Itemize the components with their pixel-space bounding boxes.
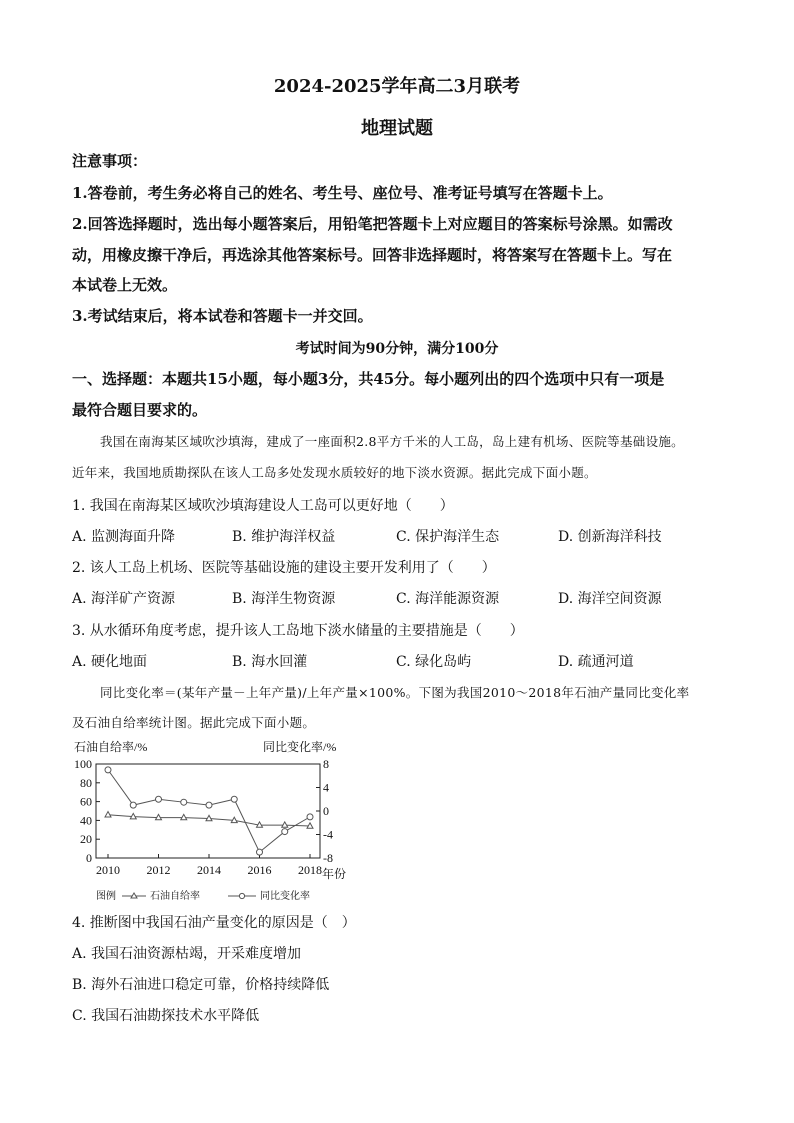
x-tick-label: 2018 bbox=[298, 863, 322, 877]
oil-production-chart bbox=[66, 736, 366, 906]
right-tick-label: 4 bbox=[323, 780, 329, 795]
exam-title: 2024-2025学年高二3月联考 bbox=[273, 76, 521, 97]
material-1-line2: 近年来，我国地质勘探队在该人工岛多处发现水质较好的地下淡水资源。据此完成下面小题。 bbox=[72, 465, 597, 480]
yoy-change-point bbox=[282, 829, 288, 835]
question-2-option-b: B. 海洋生物资源 bbox=[232, 591, 336, 607]
question-1-stem: 1. 我国在南海某区域吹沙填海建设人工岛可以更好地（ ） bbox=[72, 498, 454, 514]
notice-item-3: 3.考试结束后，将本试卷和答题卡一并交回。 bbox=[72, 307, 373, 325]
yoy-change-point bbox=[231, 796, 237, 802]
self-sufficiency-point bbox=[105, 812, 111, 817]
notice-item-2-line2: 动，用橡皮擦干净后，再选涂其他答案标号。回答非选择题时，将答案写在答题卡上。写在 bbox=[72, 246, 673, 264]
yoy-change-point bbox=[206, 802, 212, 808]
legend-marker-yoy bbox=[239, 893, 244, 898]
section-heading-line1: 一、选择题：本题共15小题，每小题3分，共45分。每小题列出的四个选项中只有一项是 bbox=[72, 370, 665, 388]
left-tick-label: 0 bbox=[86, 851, 92, 865]
question-4-option-a: A. 我国石油资源枯竭，开采难度增加 bbox=[72, 946, 302, 962]
question-4-option-c: C. 我国石油勘探技术水平降低 bbox=[72, 1008, 260, 1024]
question-1-option-d: D. 创新海洋科技 bbox=[558, 529, 662, 545]
subject-title: 地理试题 bbox=[361, 118, 433, 139]
yoy-change-point bbox=[156, 796, 162, 802]
legend-label-self-sufficiency: 石油自给率 bbox=[150, 891, 200, 902]
material-2-line1: 同比变化率＝(某年产量－上年产量)/上年产量×100%。下图为我国2010～2018年石油产量同比变化率 bbox=[100, 685, 690, 700]
left-axis-label: 石油自给率/% bbox=[74, 740, 148, 754]
notice-heading: 注意事项： bbox=[72, 152, 148, 170]
left-tick-label: 80 bbox=[80, 775, 92, 790]
material-1-line1: 我国在南海某区域吹沙填海，建成了一座面积2.8平方千米的人工岛，岛上建有机场、医院等基础设施。 bbox=[100, 434, 684, 449]
right-tick-label: -4 bbox=[323, 827, 333, 842]
section-heading-line2: 最符合题目要求的。 bbox=[72, 401, 208, 419]
question-2-option-c: C. 海洋能源资源 bbox=[396, 591, 500, 607]
question-2-option-a: A. 海洋矿产资源 bbox=[72, 591, 176, 607]
x-tick-label: 2016 bbox=[247, 863, 272, 877]
question-3-option-c: C. 绿化岛屿 bbox=[396, 654, 472, 670]
question-2-option-d: D. 海洋空间资源 bbox=[558, 591, 662, 607]
question-3-option-a: A. 硬化地面 bbox=[72, 654, 148, 670]
notice-item-2-line1: 2.回答选择题时，选出每小题答案后，用铅笔把答题卡上对应题目的答案标号涂黑。如需改 bbox=[72, 215, 673, 233]
question-4-option-b: B. 海外石油进口稳定可靠，价格持续降低 bbox=[72, 977, 330, 993]
right-tick-label: 0 bbox=[323, 804, 329, 818]
question-3-option-d: D. 疏通河道 bbox=[558, 654, 634, 670]
right-axis-label: 同比变化率/% bbox=[263, 740, 337, 754]
question-1-option-b: B. 维护海洋权益 bbox=[232, 529, 336, 545]
left-tick-label: 20 bbox=[80, 832, 92, 847]
question-4-stem: 4. 推断图中我国石油产量变化的原因是（ ） bbox=[72, 915, 356, 931]
notice-item-2-line3: 本试卷上无效。 bbox=[72, 276, 178, 294]
exam-time: 考试时间为90分钟，满分100分 bbox=[295, 341, 499, 357]
notice-item-1: 1.答卷前，考生务必将自己的姓名、考生号、座位号、准考证号填写在答题卡上。 bbox=[72, 184, 613, 202]
question-1-option-c: C. 保护海洋生态 bbox=[396, 529, 500, 545]
right-tick-label: 8 bbox=[323, 757, 329, 771]
plot-frame bbox=[96, 764, 320, 858]
left-tick-label: 40 bbox=[80, 813, 92, 828]
self-sufficiency-point bbox=[282, 822, 288, 827]
legend-label-yoy: 同比变化率 bbox=[260, 891, 310, 902]
yoy-change-line bbox=[108, 770, 310, 852]
yoy-change-point bbox=[257, 849, 263, 855]
material-2-line2: 及石油自给率统计图。据此完成下面小题。 bbox=[72, 715, 316, 730]
question-3-option-b: B. 海水回灌 bbox=[232, 654, 308, 670]
x-tick-label: 2010 bbox=[96, 863, 120, 877]
left-tick-label: 100 bbox=[74, 757, 92, 771]
question-2-stem: 2. 该人工岛上机场、医院等基础设施的建设主要开发利用了（ ） bbox=[72, 560, 496, 576]
yoy-change-point bbox=[181, 799, 187, 805]
x-axis-unit: 年份 bbox=[322, 867, 347, 881]
x-tick-label: 2014 bbox=[197, 863, 221, 877]
legend-prefix: 图例 bbox=[96, 891, 116, 902]
question-3-stem: 3. 从水循环角度考虑，提升该人工岛地下淡水储量的主要措施是（ ） bbox=[72, 623, 524, 639]
question-1-option-a: A. 监测海面升降 bbox=[72, 529, 176, 545]
yoy-change-point bbox=[307, 814, 313, 820]
x-tick-label: 2012 bbox=[146, 863, 171, 877]
yoy-change-point bbox=[105, 767, 111, 773]
right-tick-label: -8 bbox=[323, 851, 333, 865]
left-tick-label: 60 bbox=[80, 794, 92, 809]
yoy-change-point bbox=[130, 802, 136, 808]
